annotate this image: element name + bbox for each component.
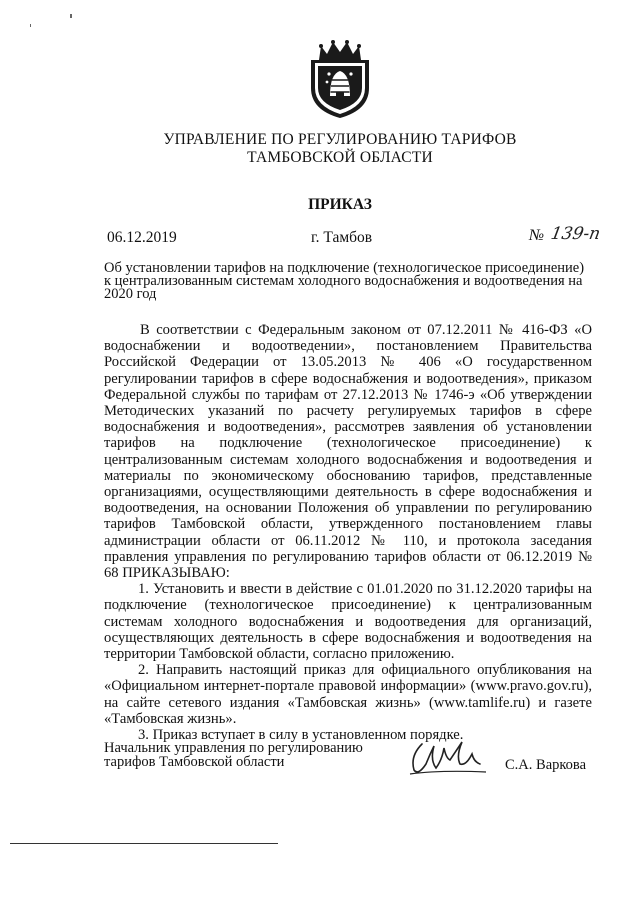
signatory-position xyxy=(104,741,394,769)
signatory-name: С.А. Варкова xyxy=(505,757,587,773)
footer-divider xyxy=(10,843,278,844)
document-number-label: № xyxy=(529,227,545,244)
tambov-coat-of-arms-icon xyxy=(305,38,375,120)
authority-region: ТАМБОВСКОЙ ОБЛАСТИ xyxy=(247,149,433,166)
document-date: 06.12.2019 xyxy=(107,229,177,246)
authority-name: УПРАВЛЕНИЕ ПО РЕГУЛИРОВАНИЮ ТАРИФОВ xyxy=(163,131,517,148)
document-type: ПРИКАЗ xyxy=(308,196,372,213)
preamble-paragraph: В соответствии с Федеральным законом от 07.12.2011 № 416-ФЗ «О водоснабжении и водоотведении», постановлением Правительства Российской Федерации от 13.05.2013 № 406 «О государственном регулировании тарифов в сфере водоснабжения и водоотведения», приказом Федеральной службы по тарифам от 27.12.2013 № 1746-э «Об утверждении Методических указаний по расчету регулируемых тарифов в сфере водоснабжения и водоотведения», рассмотрев заявления об установлении тарифов на подключение (технологическое присоединение) к централизованным системам холодного водоснабжения и водоотведения и материалы по экономическому обоснованию тарифов, представленные организациями, осуществляющими деятельность в сфере водоснабжения и водоотведения, на основании Положения об управлении по регулированию тарифов Тамбовской области, утвержденного постановлением главы администрации области от 06.11.2012 № 110, и протокола заседания правления управления по регулированию тарифов области от 06.12.2019 № 68 ПРИКАЗЫВАЮ: xyxy=(104,322,592,582)
document-body xyxy=(104,322,592,743)
order-item-3: 3. Приказ вступает в силу в установленном порядке. xyxy=(138,727,464,744)
handwritten-signature-icon xyxy=(400,730,490,780)
order-item-2: 2. Направить настоящий приказ для официального опубликования на «Официальном интернет-портале правовой информации» (www.pravo.gov.ru), на сайте сетевого издания «Тамбовская жизнь» (www.tamlife.ru) и газете «Тамбовская жизнь». xyxy=(104,662,592,727)
scan-mark xyxy=(70,14,72,18)
document-subject: Об установлении тарифов на подключение (технологическое присоединение) к централизованным системам холодного водоснабжения и водоотведения на 2020 год xyxy=(104,260,585,302)
document-number: 139-п xyxy=(549,224,602,244)
signatory-position-line1: Начальник управления по регулированию xyxy=(104,740,363,756)
order-item-1: 1. Установить и ввести в действие с 01.01.2020 по 31.12.2020 тарифы на подключение (технологическое присоединение) к централизованным системам холодного водоснабжения и водоотведения для организаций, осуществляющих деятельность в сфере водоснабжения и водоотведения на территории Тамбовской области, согласно приложению. xyxy=(104,581,592,663)
document-city: г. Тамбов xyxy=(311,229,373,246)
signatory-position-line2: тарифов Тамбовской области xyxy=(104,754,285,770)
scan-mark xyxy=(30,24,31,27)
